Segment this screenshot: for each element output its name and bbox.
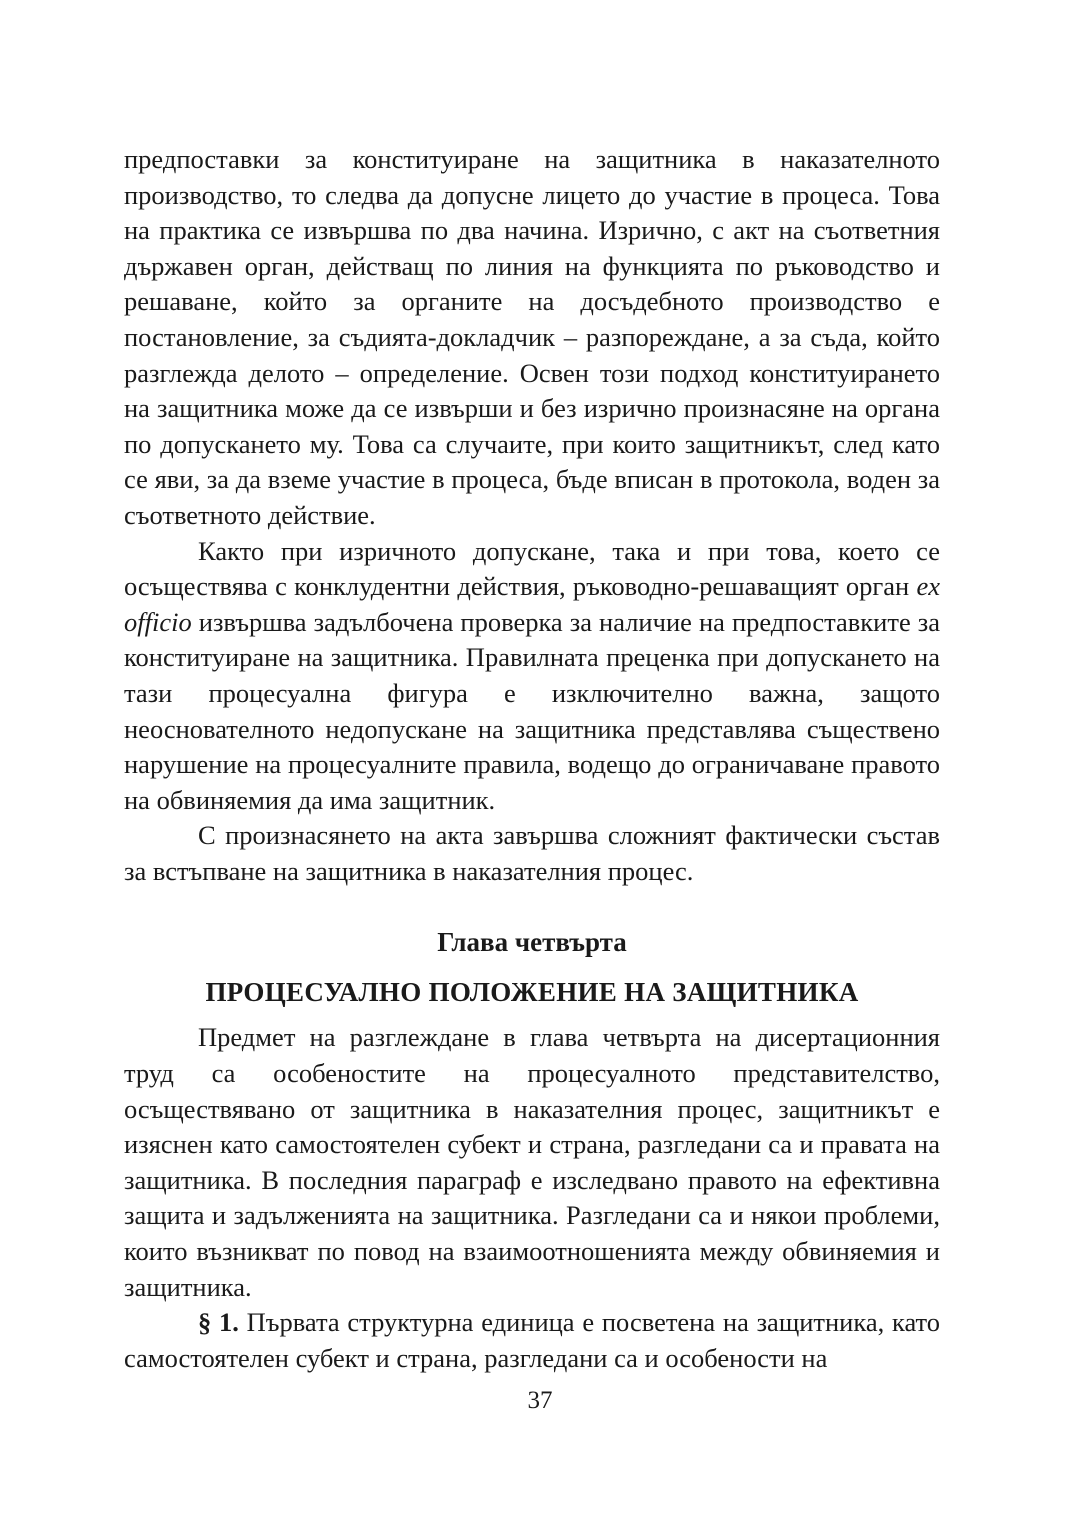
paragraph-1: предпоставки за конституиране на защитника в наказателното производство, то следва да допусне лицето до участие в процеса. Това на практика се извършва по два начина. Изрично, с акт на съответния държавен орган, действащ по линия на функцията по ръководство и решаване, който за органите на досъдебното производство е постановление, за съдията-докладчик – разпореждане, а за съда, който разглежда делото – определение. Освен този подход конституирането на защитника може да се извърши и без изрично произнасяне на органа по допускането му. Това са случаите, при които защитникът, след като се яви, за да вземе участие в процеса, бъде вписан в протокола, воден за съответното действие.: [124, 144, 940, 530]
chapter-label: Глава четвърта: [437, 927, 627, 958]
latin-term-ex-officio: ex officio: [124, 571, 940, 637]
paragraph-4: Предмет на разглеждане в глава четвърта на дисертационния труд са особеностите на процесуалното представителство, осъществявано от защитника в наказателния процес, защитникът е изяснен като самостоятелен субект и страна, разгледани са и правата на защитника. В последния параграф е изследвано правото на ефективна защита и задълженията на защитника. Разгледани са и някои проблеми, които възникват по повод на взаимоотношенията между обвиняемия и защитника.: [124, 1022, 940, 1302]
section-marker: § 1.: [198, 1307, 239, 1338]
paragraph-2-text-b: извършва задълбочена проверка за наличие на предпоставките за конституиране на защитника. Правилната преценка при допускането на тази процесуална фигура е изключително важна, защото неоснователното недопускане на защитника представлява съществено нарушение на процесуалните правила, водещо до ограничаване правото на обвиняемия да има защитник.: [124, 606, 940, 815]
paragraph-2-text-a: Както при изричното допускане, така и при това, което се осъществява с конклудентни действия, ръководно-решаващият орган: [124, 535, 940, 602]
page-number: 37: [527, 1387, 553, 1414]
paragraph-5-text: Първата структурна единица е посветена на защитника, като самостоятелен субект и страна, разгледани са и особености на: [124, 1307, 941, 1373]
paragraph-2: [124, 534, 940, 819]
chapter-title: ПРОЦЕСУАЛНО ПОЛОЖЕНИЕ НА ЗАЩИТНИКА: [205, 977, 859, 1008]
paragraph-5: [124, 1305, 940, 1376]
page-body: [124, 142, 940, 1376]
paragraph-3: С произнасянето на акта завършва сложният фактически състав за встъпване на защитника в наказателния процес.: [124, 820, 940, 886]
